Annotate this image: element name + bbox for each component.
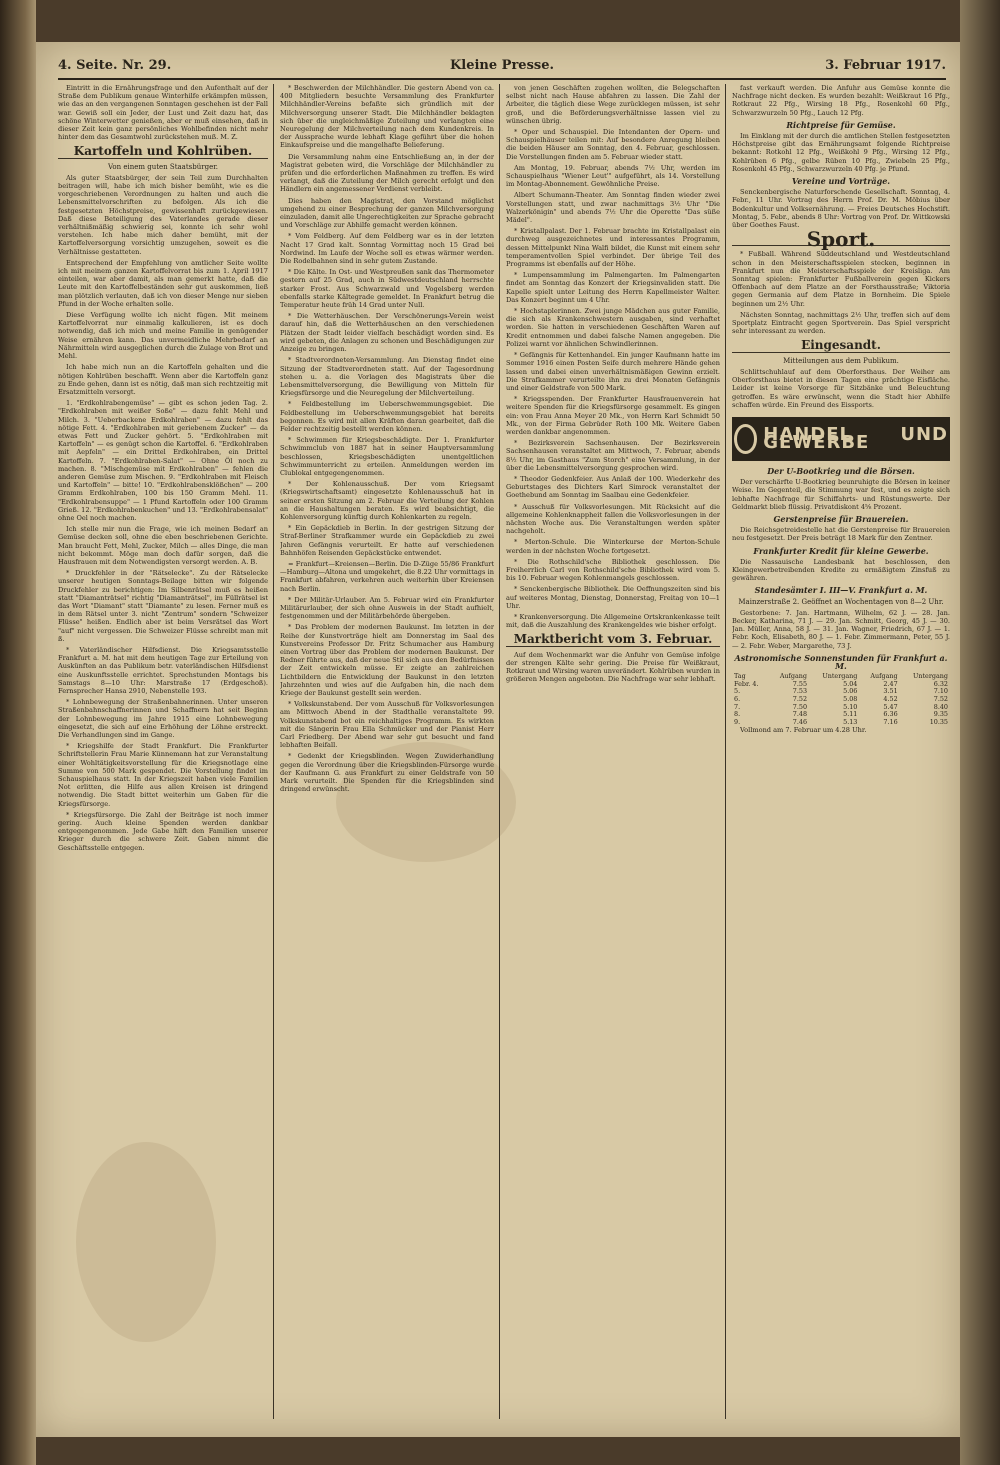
table-cell: 9. (734, 717, 741, 726)
table-cell: 7.50 (792, 702, 808, 711)
table-row (732, 711, 950, 719)
astronomy-footnote: Vollmond am 7. Februar um 4.28 Uhr. (740, 726, 867, 735)
table-cell: 8.40 (933, 702, 948, 711)
news-item: * Schwimmen für Kriegsbeschädigte. Der 1. Frankfurter Schwimmclub von 1887 hat in seiner Hauptversammlung beschlossen, Kriegsbeschädigten unentgeltlichen Schwimmunterricht zu erteilen. Anmeldungen werden im Clublokal entgegengenommen. (280, 436, 494, 477)
news-item: * Gedenkt der Kriegsblinden. Wegen Zuwiderhandlung gegen die Verordnung über die Kriegsblinden-Fürsorge wurde der Kaufmann G. aus Frankfurt zu einer Geldstrafe von 50 Mark verurteilt. Die Spenden für die Kriegsblinden sind dringend erwünscht. (280, 752, 494, 794)
news-item: * Druckfehler in der "Rätselecke". Zu der Rätselecke unserer heutigen Sonntags-Beilage bitten wir folgende Druckfehler zu berichtigen: Im Silbenrätsel muß es heißen statt "Diamanträtsel" richtig "Diamanträtsel", im Füllrätsel ist das Wort "Diamant" statt "Diamante" zu lesen. Ferner muß es in dem Rätsel unter 3. nicht "Zentrum" sondern "Schweizer Flüsse" heißen. Endlich aber ist beim Versrätsel das Wort "auf" nicht vergessen. Die Schweizer Flüsse schreibt man mit ß. (58, 569, 268, 643)
news-item: * Bezirksverein Sachsenhausen. Der Bezirksverein Sachsenhausen veranstaltet am Mittwoch, 7. Februar, abends 8½ Uhr, im Gasthaus "Zum Storch" eine Versammlung, in der über die Lebensmittelversorgung gesprochen wird. (506, 439, 720, 472)
section-heading: Richtpreise für Gemüse. (786, 119, 896, 130)
table-header: Aufgang (779, 672, 808, 681)
table-cell: 7.46 (792, 717, 808, 726)
article-heading: Kartoffeln und Kohlrüben. (58, 147, 268, 158)
table-row (732, 688, 950, 696)
news-item: * Der Militär-Urlauber. Am 5. Februar wird ein Frankfurter Militärurlauber, der sich ohne Ausweis in der Stadt aufhielt, festgenommen und der Militärbehörde übergeben. (280, 595, 494, 621)
table-cell: 7.48 (792, 710, 808, 719)
article-paragraph: Im Einklang mit der durch die amtlichen Stellen festgesetzten Höchstpreise gibt das Ernährungsamt folgende Richtpreise bekannt: Rotkohl 12 Pfg., Weißkohl 9 Pfg., Wirsing 12 Pfg., Kohlrüben 6 Pfg., gelbe Rüben 10 Pfg., Zwiebeln 25 Pfg., Rosenkohl 45 Pfg., Schwarzwurzeln 40 Pfg. je Pfund. (732, 132, 950, 173)
news-item: * Kriegshilfe der Stadt Frankfurt. Die Frankfurter Schriftstellerin Frau Marie Künnemann hat zur Veranstaltung einer Wohltätigkeitsvorstellung für die Kriegsnotlage eine Summe von 500 Mark gespendet. Die Vorstellung findet im Schauspielhaus statt. In der Kriegszeit haben viele Familien Not erlitten, die Hilfe aus allen Kreisen ist dringend notwendig. Die Stadt bittet weiterhin um Gaben für die Kriegsfürsorge. (58, 742, 268, 808)
news-item: * Krankenversorgung. Die Allgemeine Ortskrankenkasse teilt mit, daß die Auszahlung des Krankengeldes wie bisher erfolgt. (506, 612, 720, 630)
table-cell: 7. (734, 702, 741, 711)
news-item: * Die Rothschild'sche Bibliothek geschlossen. Die Freiherrlich Carl von Rothschild'sche Bibliothek wird vom 5. bis 10. Februar wegen Kohlenmangels geschlossen. (506, 557, 720, 583)
news-item: Albert Schumann-Theater. Am Sonntag finden wieder zwei Vorstellungen statt, und zwar nachmittags 3½ Uhr "Die Walzerkönigin" und abends 7½ Uhr die Operette "Das süße Mädel". (506, 191, 720, 225)
news-item: * Der Kohlenausschuß. Der vom Kriegsamt (Kriegswirtschaftsamt) eingesetzte Kohlenausschuß hat in seiner ersten Sitzung am 2. Februar die Verteilung der Kohlen an die Haushaltungen beraten. Es wird beabsichtigt, die Kohlenversorgung künftig durch Kohlenkarten zu regeln. (280, 480, 494, 521)
table-cell: 7.55 (792, 679, 808, 688)
news-item: * Vom Feldberg. Auf dem Feldberg war es in der letzten Nacht 17 Grad kalt. Sonntag Vormittag noch 15 Grad bei Nordwind. Im Laufe der Woche soll es etwas wärmer werden. Die Rodelbahnen sind in sehr gutem Zustande. (280, 232, 494, 266)
table-cell: 6.36 (883, 710, 898, 719)
table-cell: 4.52 (883, 694, 898, 703)
article-paragraph: Senckenbergische Naturforschende Gesellschaft. Sonntag, 4. Febr., 11 Uhr. Vortrag des Herrn Prof. Dr. M. Möbius über Bodenkultur und Volksernährung. — Freies Deutsches Hochstift. Montag, 5. Febr., abends 8 Uhr: Vortrag von Prof. Dr. Wittkowski über Goethes Faust. (732, 188, 950, 230)
article-paragraph: Eintritt in die Ernährungsfrage und den Aufenthalt auf der Straße dem Publikum genaue Winterhilfe erkämpfen müssen, wie das an den vergangenen Sonntagen geschehen ist der Fall war. Gewiß soll ein Jeder, der Lust und Zeit dazu hat, das schöne Winterwetter genießen, aber er muß einsehen, daß in dieser Zeit kein ganz persönliches Wohlbefinden nicht mehr hinter dem das Gesamtwohl zurückstehen muß. M. Z. (58, 84, 268, 142)
table-cell: 5.47 (883, 702, 898, 711)
news-item: * Ein Gepäckdieb in Berlin. In der gestrigen Sitzung der Straf-Berliner Strafkammer wurde ein Gepäckdieb zu zwei Jahren Gefängnis verurteilt. Er hatte auf verschiedenen Bahnhöfen Reisenden Gepäckstücke entwendet. (280, 524, 494, 557)
table-cell: 7.53 (792, 687, 808, 696)
page-edge (960, 0, 1000, 1465)
news-item: Am Montag, 19. Februar, abends 7½ Uhr, werden im Schauspielhaus "Wiener Leut'" aufgeführt, als 14. Vorstellung im Montag-Abonnement. Gewöhnliche Preise. (506, 163, 720, 189)
news-item: * Senckenbergische Bibliothek. Die Oeffnungszeiten sind bis auf weiteres Montag, Dienstag, Donnerstag, Freitag von 10—1 Uhr. (506, 585, 720, 610)
gear-icon (734, 424, 757, 454)
banner-title: HANDEL UND GEWERBE (763, 423, 948, 453)
article-paragraph: Die Reichsgetreidestelle hat die Gerstenpreise für Brauereien neu festgesetzt. Der Preis beträgt 18 Mark für den Zentner. (732, 526, 950, 543)
table-cell: 8. (734, 710, 741, 719)
news-item: * Beschwerden der Milchhändler. Die gestern Abend von ca. 400 Mitgliedern besuchte Versammlung des Frankfurter Milchhändler-Vereins befaßte sich gründlich mit der Milchversorgung unserer Stadt. Die Milchhändler beklagten sich über die ungleichmäßige Zuteilung und verlangten eine Neuregelung der Milchverteilung nach dem Kundenkreis. In der Aussprache wurde lebhaft Klage geführt über die hohen Einkaufspreise und die mangelhafte Belieferung. (280, 84, 494, 150)
table-cell: 5.10 (843, 702, 858, 711)
news-item: * Volkskunstabend. Der vom Ausschuß für Volksvorlesungen am Mittwoch Abend in der Stadthalle veranstaltete 99. Volkskunstabend bot ein reichhaltiges Programm. Es wirkten mit die Sängerin Frau Ella Schmücker und der Pianist Herr Carl Friedberg. Der Abend war sehr gut besucht und fand lebhaften Beifall. (280, 700, 494, 750)
news-item: * Merton-Schule. Die Winterkurse der Merton-Schule werden in der nächsten Woche fortgesetzt. (506, 538, 720, 555)
news-item: * Fußball. Während Süddeutschland und Westdeutschland schon in den Meisterschaftsspielen stecken, beginnen in Frankfurt nun die Meisterschaftsspiele der Kreisliga. Am Sonntag spielen: Frankfurter Fußballverein gegen Kickers Offenbach auf dem Platze an der Forsthausstraße; Viktoria gegen Germania auf dem Platze in Bornheim. Die Spiele beginnen um 2½ Uhr. (732, 250, 950, 308)
handel-gewerbe-banner (732, 417, 950, 461)
news-item: Nächsten Sonntag, nachmittags 2½ Uhr, treffen sich auf dem Sportplatz Eintracht gegen Sportverein. Das Spiel verspricht sehr interessant zu werden. (732, 310, 950, 336)
sport-heading: Sport. (732, 235, 950, 246)
article-paragraph: von jenen Geschäften zugehen wollten, die Belegschaften selbst nicht nach Hause abfahren zu lassen. Die Zahl der Arbeiter, die täglich diese Wege zurücklegen müssen, ist sehr groß, und die Beförderungsverhältnisse lassen viel zu wünschen übrig. (506, 84, 720, 125)
news-item: * Das Problem der modernen Baukunst. Im letzten in der Reihe der Kunstvorträge hielt am Donnerstag im Saal des Kunstvereins Professor Dr. Fritz Schumacher aus Hamburg einen Vortrag über das Problem der modernen Baukunst. Der Redner führte aus, daß der neue Stil sich aus den Bedürfnissen der Zeit entwickeln müsse. Er zeigte an zahlreichen Lichtbildern die Entwicklung der Baukunst in den letzten Jahrzehnten und wies auf die Aufgaben hin, die nach dem Kriege der Baukunst gestellt sein werden. (280, 623, 494, 698)
section-subheading: Mitteilungen aus dem Publikum. (783, 356, 899, 365)
news-item: * Ausschuß für Volksvorlesungen. Mit Rücksicht auf die allgemeine Kohlenknappheit fallen die Volksvorlesungen in der nächsten Woche aus. Die Veranstaltungen werden später nachgeholt. (506, 502, 720, 536)
section-heading: Eingesandt. (732, 341, 950, 352)
table-cell: 10.35 (929, 717, 948, 726)
table-cell: Febr. 4. (734, 679, 759, 688)
table-cell: 7.16 (883, 717, 898, 726)
section-subheading: Mainzerstraße 2. Geöffnet an Wochentagen von 8—2 Uhr. (738, 597, 944, 606)
news-item: * Die Kälte. In Ost- und Westpreußen sank das Thermometer gestern auf 25 Grad, auch in Südwestdeutschland herrschte starker Frost. Aus Schwarzwald und Vogelsberg werden ebenfalls starke Kältegrade gemeldet. In Frankfurt betrug die Temperatur heute früh 14 Grad unter Null. (280, 268, 494, 310)
table-cell: 5.13 (843, 717, 858, 726)
table-row (732, 704, 950, 712)
table-header-row (732, 673, 950, 681)
section-heading: Frankfurter Kredit für kleine Gewerbe. (753, 545, 929, 556)
section-heading: Standesämter I. III—V. Frankfurt a. M. (754, 585, 928, 596)
column-2 (280, 84, 494, 1419)
article-paragraph: Der verschärfte U-Bootkrieg beunruhigte die Börsen in keiner Weise. Im Gegenteil, die Stimmung war fest, und es zeigte sich lebhafte Nachfrage für Schiffahrts- und Rüstungswerte. Der Geldmarkt blieb flüssig. Privatdiskont 4⅝ Prozent. (732, 478, 950, 511)
newspaper-page (36, 42, 960, 1437)
news-item: * Die Wetterhäuschen. Der Verschönerungs-Verein weist darauf hin, daß die Wetterhäuschen an den verschiedenen Plätzen der Stadt leider vielfach beschädigt worden sind. Es wird gebeten, die Anlagen zu schonen und Beschädigungen zur Anzeige zu bringen. (280, 312, 494, 354)
table-cell: 9.35 (933, 710, 948, 719)
table-cell: 3.51 (883, 687, 898, 696)
table-header: Aufgang (870, 672, 898, 681)
table-header: Untergang (822, 672, 858, 681)
section-heading: Astronomische Sonnenstunden für Frankfurt a. M. (734, 652, 948, 671)
article-list: 1. "Erdkohlrabengemüse" — gibt es schon jeden Tag. 2. "Erdkohlraben mit weißer Soße" — dazu fehlt Mehl und Milch. 3. "Ueberbackene Erdkohlraben" — dazu fehlt das nötige Fett. 4. "Erdkohlraben mit geriebenem Zucker" — da etwas Fett und Zucker gehört. 5. "Erdkohlraben mit Kartoffeln" — es genügt schon die Kartoffel. 6. "Erdkohlraben mit Aepfeln" — ein Drittel Erdkohlraben, ein Drittel Kartoffeln. 7. "Erdkohlraben-Salat" — Ohne Öl noch zu machen. 8. "Mischgemüse mit Erdkohlraben" — fehlen die anderen Gemüse zum Mischen. 9. "Erdkohlraben mit Fleisch und Kartoffeln" — bitte! 10. "Erdkohlrabensklößchen" — 200 Gramm Erdkohlraben, 100 bis 150 Gramm Mehl. 11. "Erdkohlrabensuppe" — 1 Pfund Kartoffeln oder 100 Gramm Grieß. 12. "Erdkohlrabenkuchen" und 13. "Erdkohlrabensalat" ohne Oel noch machen. (58, 399, 268, 522)
column-rule (273, 84, 274, 1419)
news-item: * Stadtverordneten-Versammlung. Am Dienstag findet eine Sitzung der Stadtverordneten statt. Auf der Tagesordnung stehen u. a. die Vorlagen des Magistrats über die Lebensmittelversorgung, die Bewilligung von Mitteln für Kriegsfürsorge und die Neuregelung der Milchverteilung. (280, 356, 494, 398)
registry-list: Gestorbene: 7. Jan. Hartmann, Wilhelm, 62 J. — 28. Jan. Becker, Katharina, 71 J. — 29. Jan. Schmitt, Georg, 45 J. — 30. Jan. Müller, Anna, 58 J. — 31. Jan. Wagner, Friedrich, 67 J. — 1. Febr. Koch, Elisabeth, 80 J. — 1. Febr. Zimmermann, Peter, 55 J. — 2. Febr. Weber, Margarethe, 73 J. (732, 608, 950, 650)
news-item: * Gefängnis für Kettenhandel. Ein junger Kaufmann hatte im Sommer 1916 einen Posten Seife durch mehrere Hände gehen lassen und dabei einen unverhältnismäßigen Gewinn erzielt. Die Strafkammer verurteilte ihn zu drei Monaten Gefängnis und einer Geldstrafe von 500 Mark. (506, 351, 720, 392)
article-paragraph: fast verkauft werden. Die Anfuhr aus Gemüse konnte die Nachfrage nicht decken. Es wurden bezahlt: Weißkraut 16 Pfg., Rotkraut 22 Pfg., Wirsing 18 Pfg., Rosenkohl 60 Pfg., Schwarzwurzeln 50 Pfg., Lauch 12 Pfg. (732, 84, 950, 117)
section-heading: Der U-Bootkrieg und die Börsen. (767, 465, 915, 476)
table-cell: 5. (734, 687, 741, 696)
table-cell: 2.47 (883, 679, 898, 688)
column-1 (58, 84, 268, 1419)
article-paragraph: Dies haben den Magistrat, den Vorstand möglichst umgehend zu einer Besprechung der ganzen Milchversorgung einzuladen, damit alle Ungerechtigkeiten zur Sprache gebracht und Vorschläge zur Abhilfe gemacht werden können. (280, 196, 494, 230)
article-paragraph: Entsprechend der Empfehlung von amtlicher Seite wollte ich mit meinem ganzen Kartoffelvorrat bis zum 1. April 1917 einteilen, war aber damit, als man gemerkt hatte, daß die Leute mit den Kartoffelbeständen sehr gut auskommen, ließ man plötzlich verlauten, daß ich von dieser Menge nur sieben Pfund in der Woche erhalten solle. (58, 258, 268, 308)
news-item: * Kristallpalast. Der 1. Februar brachte im Kristallpalast ein durchweg ausgezeichnetes und interessantes Programm, dessen Mittelpunkt Nina Walfi bildet, die Kunst mit einem sehr temperamentvollen Spiel verbindet. Der übrige Teil des Programms ist ebenfalls auf der Höhe. (506, 227, 720, 269)
article-paragraph: Ich habe mich nun an die Kartoffeln gehalten und die nötigen Kohlrüben beschafft. Wenn aber die Kartoffeln ganz zu Ende gehen, dann ist es nötig, daß man sich rechtzeitig mit Ersatzmitteln versorgt. (58, 363, 268, 396)
table-row (732, 696, 950, 704)
column-4 (732, 84, 950, 1419)
letter-to-editor: Schlittschuhlauf auf dem Oberforsthaus. Der Weiher am Oberforsthaus bietet in diesen Tagen eine prächtige Eisfläche. Leider ist keine Vorsorge für Sitzbänke und Beleuchtung getroffen. Es wäre erwünscht, wenn die Stadt hier Abhilfe schaffen würde. Ein Freund des Eissports. (732, 367, 950, 409)
article-paragraph: Die Nassauische Landesbank hat beschlossen, den Kleingewerbetreibenden Kredite zu ermäßigtem Zinsfuß zu gewähren. (732, 557, 950, 583)
table-row (732, 719, 950, 727)
table-cell: 6.32 (933, 679, 948, 688)
book-spine (0, 0, 36, 1465)
news-item: * Feldbestellung im Ueberschwemmungsgebiet. Die Feldbestellung im Ueberschwemmungsgebiet hat bereits begonnen. Es wird mit allen Kräften daran gearbeitet, daß die Felder rechtzeitig bestellt werden können. (280, 400, 494, 433)
page-number: 4. Seite. Nr. 29. (58, 58, 172, 73)
table-cell: 7.52 (792, 694, 808, 703)
table-cell: 6. (734, 694, 741, 703)
news-item: * Kriegsspenden. Der Frankfurter Hausfrauenverein hat weitere Spenden für die Kriegsfürsorge gesammelt. Es gingen ein: von Frau Anna Meyer 20 Mk., von Herrn Karl Schmidt 50 Mk., von der Firma Gebrüder Roth 100 Mk. Weitere Gaben werden dankbar angenommen. (506, 395, 720, 436)
table-cell: 5.06 (843, 687, 858, 696)
table-cell: 7.10 (933, 687, 948, 696)
news-item: * Oper und Schauspiel. Die Intendanten der Opern- und Schauspielhäuser teilen mit: Auf besondere Anregung bleiben die beiden Häuser am Sonntag, den 4. Februar, geschlossen. Die Vorstellungen finden am 5. Februar wieder statt. (506, 128, 720, 161)
article-subheading: Von einem guten Staatsbürger. (107, 162, 219, 171)
news-item: * Kriegsfürsorge. Die Zahl der Beiträge ist noch immer gering. Auch kleine Spenden werden dankbar entgegengenommen. Jede Gabe hilft den Familien unserer Krieger durch die schwere Zeit. Gaben nimmt die Geschäftsstelle entgegen. (58, 810, 268, 852)
market-report-heading: Marktbericht vom 3. Februar. (506, 635, 720, 646)
table-cell: 5.08 (843, 694, 858, 703)
table-row (732, 681, 950, 689)
table-header: Tag (734, 672, 746, 681)
astronomy-table (732, 673, 950, 726)
article-paragraph: Als guter Staatsbürger, der sein Teil zum Durchhalten beitragen will, habe ich mich bisher bemüht, wie es die vorgeschriebenen Verordnungen zu halten und auch die Lebensmittelvorschriften zu befolgen. Als ich die festgesetzten Höchstpreise, gewissenhaft zurückgewiesen. Daß diese Beteiligung des Vaterlandes gerade dieser verhältnißmäßig schwierig sei, konnte ich sehr wohl verstehen. Ich habe mich daher bemüht, mit der Kartoffelversorgung vorsichtig umzugehen, soweit es die Verhältnisse gestatteten. (58, 173, 268, 256)
table-cell: 7.52 (933, 694, 948, 703)
news-item: = Frankfurt—Kreiensen—Berlin. Die D-Züge 55/86 Frankfurt—Hamburg—Altona und umgekehrt, die 8.22 Uhr vormittags in Frankfurt abfahren, verkehren auch weiterhin über Kreiensen nach Berlin. (280, 559, 494, 593)
article-paragraph: Diese Verfügung wollte ich nicht fügen. Mit meinem Kartoffelvorrat nur einmalig kalkulieren, ist es doch notwendig, daß ich mich und meine Familie in genügender Weise ernähren kann. Das unvermeidliche Mehrbedarf an Nährmitteln wird ausgeglichen durch die Zulage von Brot und Mehl. (58, 311, 268, 361)
news-item: * Hochstaplerinnen. Zwei junge Mädchen aus guter Familie, die sich als Krankenschwestern ausgaben, sind verhaftet worden. Sie hatten in verschiedenen Geschäften Waren auf Kredit entnommen und dabei falsche Namen angegeben. Die Polizei warnt vor ähnlichen Schwindlerinnen. (506, 307, 720, 348)
masthead (58, 56, 946, 80)
newspaper-title: Kleine Presse. (449, 58, 555, 73)
table-cell: 5.04 (843, 679, 858, 688)
news-item: * Lohnbewegung der Straßenbahnerinnen. Unter unseren Straßenbahnschaffnerinnen und Schaffnern hat seit Beginn der Lohnbewegung im Jahre 1915 eine Lohnbewegung eingesetzt, die sich auf eine Erhöhung der Löhne erstreckt. Die Verhandlungen sind im Gange. (58, 698, 268, 740)
article-paragraph: Die Versammlung nahm eine Entschließung an, in der der Magistrat gebeten wird, die Vorschläge der Milchhändler zu prüfen und die erforderlichen Maßnahmen zu treffen. Es wird verlangt, daß die Zuteilung der Milch gerecht erfolgt und den Händlern ein angemessener Verdienst verbleibt. (280, 152, 494, 194)
news-item: * Lumpensammlung im Palmengarten. Im Palmengarten findet am Sonntag das Konzert der Kriegsinvaliden statt. Die Kapelle spielt unter Leitung des Herrn Kapellmeister Walter. Das Konzert beginnt um 4 Uhr. (506, 271, 720, 304)
section-heading: Vereine und Vorträge. (791, 176, 891, 187)
table-cell: 5.11 (843, 710, 858, 719)
section-heading: Gerstenpreise für Brauereien. (773, 513, 909, 524)
column-rule (725, 84, 726, 1419)
market-report: Auf dem Wochenmarkt war die Anfuhr von Gemüse infolge der strengen Kälte sehr gering. Die Preise für Weißkraut, Rotkraut und Wirsing waren unverändert. Kohlrüben wurden in größeren Mengen angeboten. Die Nachfrage war sehr lebhaft. (506, 650, 720, 684)
article-paragraph: Ich stelle mir nun die Frage, wie ich meinen Bedarf an Gemüse decken soll, ohne die eben beschriebenen Gerichte. Man braucht Fett, Mehl, Zucker, Milch — alles Dinge, die man nicht bekommt. Möge man doch dafür sorgen, daß die Hausfrauen mit dem Notwendigsten versorgt werden. A. B. (58, 525, 268, 566)
issue-date: 3. Februar 1917. (825, 58, 946, 73)
news-item: * Theodor Gedenkfeier. Aus Anlaß der 100. Wiederkehr des Geburtstages des Dichters Karl Simrock veranstaltet der Goethebund am Sonntag im Saalbau eine Gedenkfeier. (506, 474, 720, 500)
news-item: * Vaterländischer Hilfsdienst. Die Kriegsamtsstelle Frankfurt a. M. hat mit dem heutigen Tage zur Erteilung von Auskünften an das Publikum betr. vaterländischen Hilfsdienst eine Auskunftsstelle errichtet. Sprechstunden Montags bis Samstags 8—10 Uhr: Marstraße 17 (Erdgeschoß). Fernsprecher Hansa 2910, Nebenstelle 193. (58, 646, 268, 696)
column-rule (499, 84, 500, 1419)
column-3 (506, 84, 720, 1419)
table-header: Untergang (912, 672, 948, 681)
